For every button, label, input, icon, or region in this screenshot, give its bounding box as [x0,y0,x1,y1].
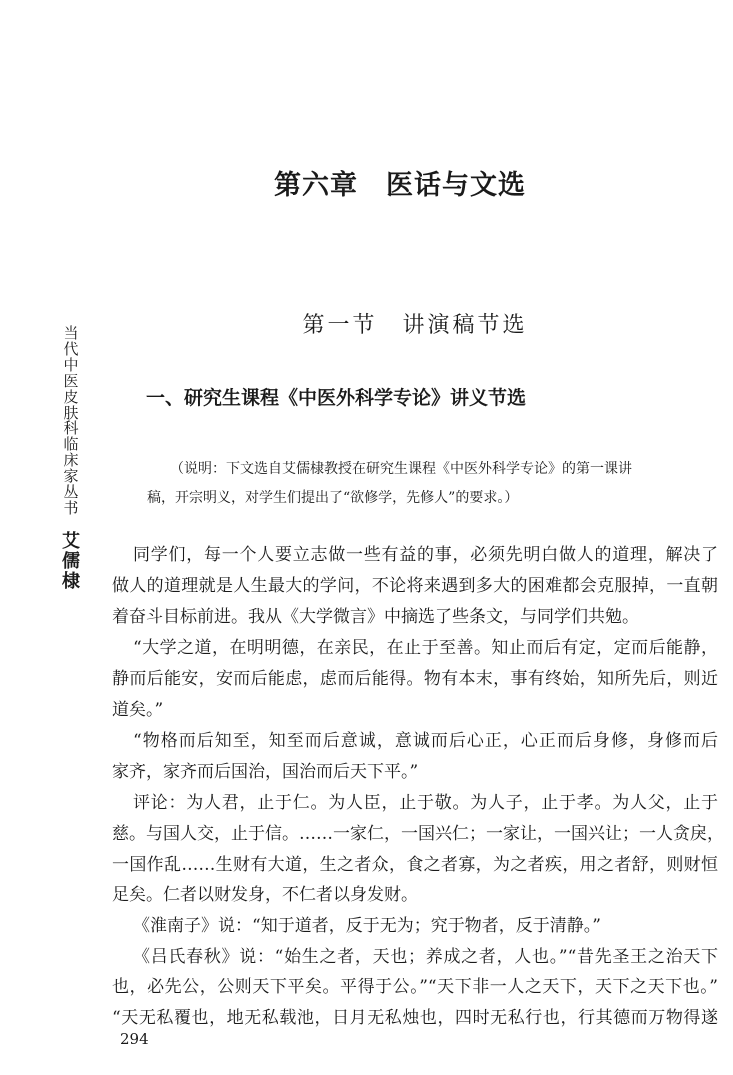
body-line: 同学们，每一个人要立志做一些有益的事，必须先明白做人的道理，解决了 [133,545,718,565]
body-line: 慈。与国人交，止于信。……一家仁，一国兴仁；一家让，一国兴让；一人贪戾， [112,824,724,844]
body-line: 评论：为人君，止于仁。为人臣，止于敬。为人子，止于孝。为人父，止于 [133,793,718,813]
body-line: 着奋斗目标前进。我从《大学微言》中摘选了些条文，与同学们共勉。 [112,607,639,627]
body-line: 足矣。仁者以财发身，不仁者以身发财。 [112,885,418,905]
body-line: 做人的道理就是人生最大的学问，不论将来遇到多大的困难都会克服掉，一直朝 [112,576,718,596]
body-line: 一国作乱……生财有大道，生之者众，食之者寡，为之者疾，用之者舒，则财恒 [112,855,718,875]
body-line: 《吕氏春秋》说：“始生之者，天也；养成之者，人也。”“昔先圣王之治天下 [133,947,718,967]
page-number: 294 [120,1030,149,1048]
series-title-vertical: 当代中医皮肤科临床家丛书 [63,324,79,517]
body-line: 家齐，家齐而后国治，国治而后天下平。” [112,762,419,782]
body-line: 道矣。” [112,700,164,720]
body-line: 《淮南子》说：“知于道者，反于无为；究于物者，反于清静。” [133,916,601,936]
section-title: 第一节 讲演稿节选 [302,313,528,338]
body-line: “物格而后知至，知至而后意诚，意诚而后心正，心正而后身修，身修而后 [133,731,718,751]
body-line: 静而后能安，安而后能虑，虑而后能得。物有本末，事有终始，知所先后，则近 [112,669,718,689]
body-line: 也，必先公，公则天下平矣。平得于公。”“天下非一人之天下，天下之天下也。” [112,977,718,997]
author-name-vertical: 艾儒棣 [62,531,80,592]
note-line: （说明：下文选自艾儒棣教授在研究生课程《中医外科学专论》的第一课讲 [170,461,632,477]
note-line: 稿，开宗明义，对学生们提出了“欲修学，先修人”的要求。） [147,490,519,506]
body-line: “大学之道，在明明德，在亲民，在止于至善。知止而后有定，定而后能静， [133,638,718,658]
chapter-title: 第六章 医话与文选 [274,170,526,201]
body-line: “天无私覆也，地无私载池，日月无私烛也，四时无私行也，行其德而万物得遂 [112,1008,718,1028]
subsection-title: 一、研究生课程《中医外科学专论》讲义节选 [146,387,527,409]
